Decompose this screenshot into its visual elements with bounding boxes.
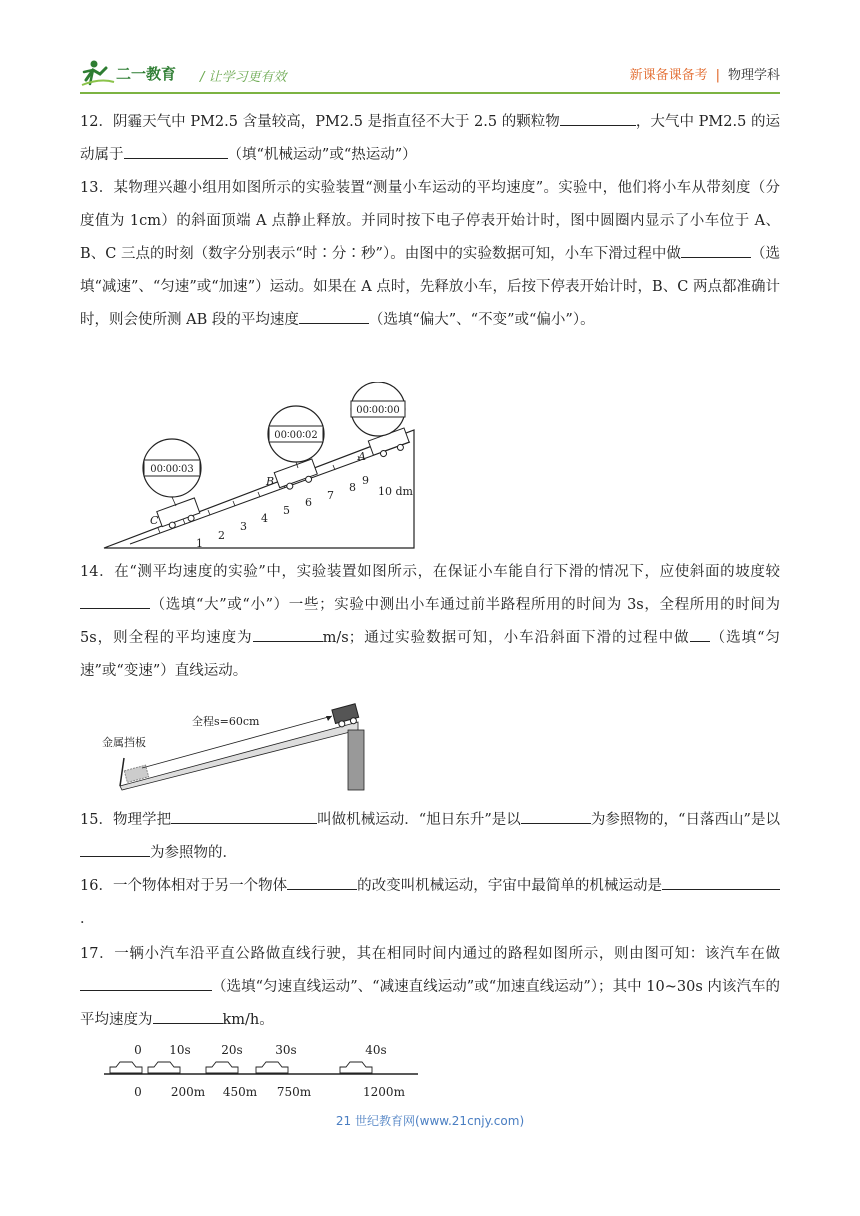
answer-blank[interactable] [560,107,636,126]
answer-blank[interactable] [662,871,780,890]
runner-logo-icon [82,61,114,86]
question-13 [80,172,780,337]
q16-text-a: 16．一个物体相对于另一个物体 [80,878,288,894]
tick-label: 8 [349,481,356,494]
tick-label: 4 [261,512,268,525]
distance-label: 450m [222,1085,258,1099]
q17-text-a: 17．一辆小汽车沿平直公路做直线行驶，其在相同时间内通过的路程如图所示，则由图可知：该汽车在做 [80,946,780,962]
logo [80,58,190,92]
q14-text-a: 14．在“测平均速度的实验”中，实验装置如图所示，在保证小车能自行下滑的情况下，应使斜面的坡度较 [80,564,780,580]
timer-a-reading: 00∶00∶00 [356,405,400,416]
q12-text-c: （填“机械运动”或“热运动”） [227,147,417,163]
answer-blank[interactable] [690,623,710,642]
q12-text-a: 12．阴霾天气中 PM2.5 含量较高，PM2.5 是指直径不大于 2.5 的颗粒物 [80,114,560,130]
answer-blank[interactable] [80,838,150,857]
question-12 [80,106,780,172]
distance-label: 0 [134,1085,142,1099]
figure-14-incline [100,700,380,796]
time-label: 40s [365,1043,387,1057]
timer-b-reading: 00∶00∶02 [274,430,318,441]
header-separator: | [715,68,720,83]
header-subject-name: 物理学科 [727,68,780,83]
tick-label: 5 [283,504,290,517]
distance-label: 全程s=60cm [192,715,260,728]
stopwatch-b [268,406,324,462]
answer-blank[interactable] [80,972,212,991]
time-label: 0 [134,1043,142,1057]
answer-blank[interactable] [124,140,228,159]
question-14 [80,556,780,688]
q13-text-b: （选填“减速”、“匀速”或“加速”）运动。如果在 A 点时，先释放小车，后按下停表开始计时，B、C 两点都准确计时，则会使所测 AB 段的平均速度 [80,246,781,328]
q14-text-c: m/s；通过实验数据可知，小车沿斜面下滑的过程中做 [322,630,690,646]
answer-blank[interactable] [521,805,591,824]
tick-label: 9 [362,474,369,487]
q15-text-d: 为参照物的． [150,845,237,861]
distance-label: 200m [170,1085,206,1099]
time-label: 10s [169,1043,191,1057]
distance-label: 1200m [363,1085,405,1099]
point-label-c: C [150,514,159,527]
point-label-a: A [358,450,366,463]
header-course: 新课备课备考 [629,68,708,83]
q15-text-a: 15．物理学把 [80,812,172,828]
baffle-label: 金属挡板 [102,736,146,749]
answer-blank[interactable] [171,805,317,824]
logo-text: 二一教育 [116,65,177,83]
question-17 [80,938,780,1037]
q16-text-b: 的改变叫机械运动，宇宙中最简单的机械运动是 [357,878,663,894]
page-footer[interactable]: 21 世纪教育网(www.21cnjy.com) [335,1114,525,1128]
distance-label: 750m [276,1085,312,1099]
q13-text-c: （选填“偏大”、“不变”或“偏小”）。 [368,312,595,328]
answer-blank[interactable] [80,590,150,609]
q15-text-c: 为参照物的，“日落西山”是以 [590,812,781,828]
figure-17-car-track [100,1040,430,1106]
time-label: 30s [275,1043,297,1057]
q13-text-a: 13．某物理兴趣小组用如图所示的实验装置“测量小车运动的平均速度”。实验中，他们将小车从带刻度（分度值为 1cm）的斜面顶端 A 点静止释放。并同时按下电子停表开始计时，图中圆圈内显示了小车位于 A、B、C 三点的时刻（数字分别表示“时∶分∶秒”）。由图中的实验数据可知，小车下滑过程中做 [80,180,780,262]
car-icon [110,1062,372,1073]
tick-label: 2 [218,529,225,542]
header-subject [630,64,780,83]
question-16 [80,870,780,936]
q16-text-c: ． [80,911,95,927]
header-divider [80,92,780,94]
answer-blank[interactable] [681,239,751,258]
tick-label: 7 [327,489,334,502]
answer-blank[interactable] [299,305,369,324]
q15-text-b: 叫做机械运动．“旭日东升”是以 [317,812,521,828]
question-15 [80,804,780,870]
time-label: 20s [221,1043,243,1057]
tick-label: 1 [196,537,203,550]
timer-c-reading: 00∶00∶03 [150,464,194,475]
figure-13-incline [100,382,420,556]
point-label-b: B [266,475,275,488]
q14-text-d: （选填“匀速”或“变速”）直线运动。 [80,630,780,679]
q12-text-b: ，大气中 PM2.5 的运动属于 [80,114,780,163]
stopwatch-c [143,439,201,497]
answer-blank[interactable] [253,623,323,642]
answer-blank[interactable] [153,1005,223,1024]
stopwatch-a [351,382,405,436]
tick-label: 3 [240,520,247,533]
page-header [80,52,780,92]
q14-text-b: （选填“大”或“小”）一些；实验中测出小车通过前半路程所用的时间为 3s，全程所用的时间为 5s，则全程的平均速度为 [80,597,780,646]
slogan: / 让学习更有效 [200,70,287,85]
tick-label: 10 dm [378,485,413,498]
q17-text-c: km/h。 [222,1012,274,1028]
tick-label: 6 [305,496,312,509]
answer-blank[interactable] [287,871,357,890]
q17-text-b: （选填“匀速直线运动”、“减速直线运动”或“加速直线运动”）；其中 10~30s 内该汽车的平均速度为 [80,979,780,1028]
